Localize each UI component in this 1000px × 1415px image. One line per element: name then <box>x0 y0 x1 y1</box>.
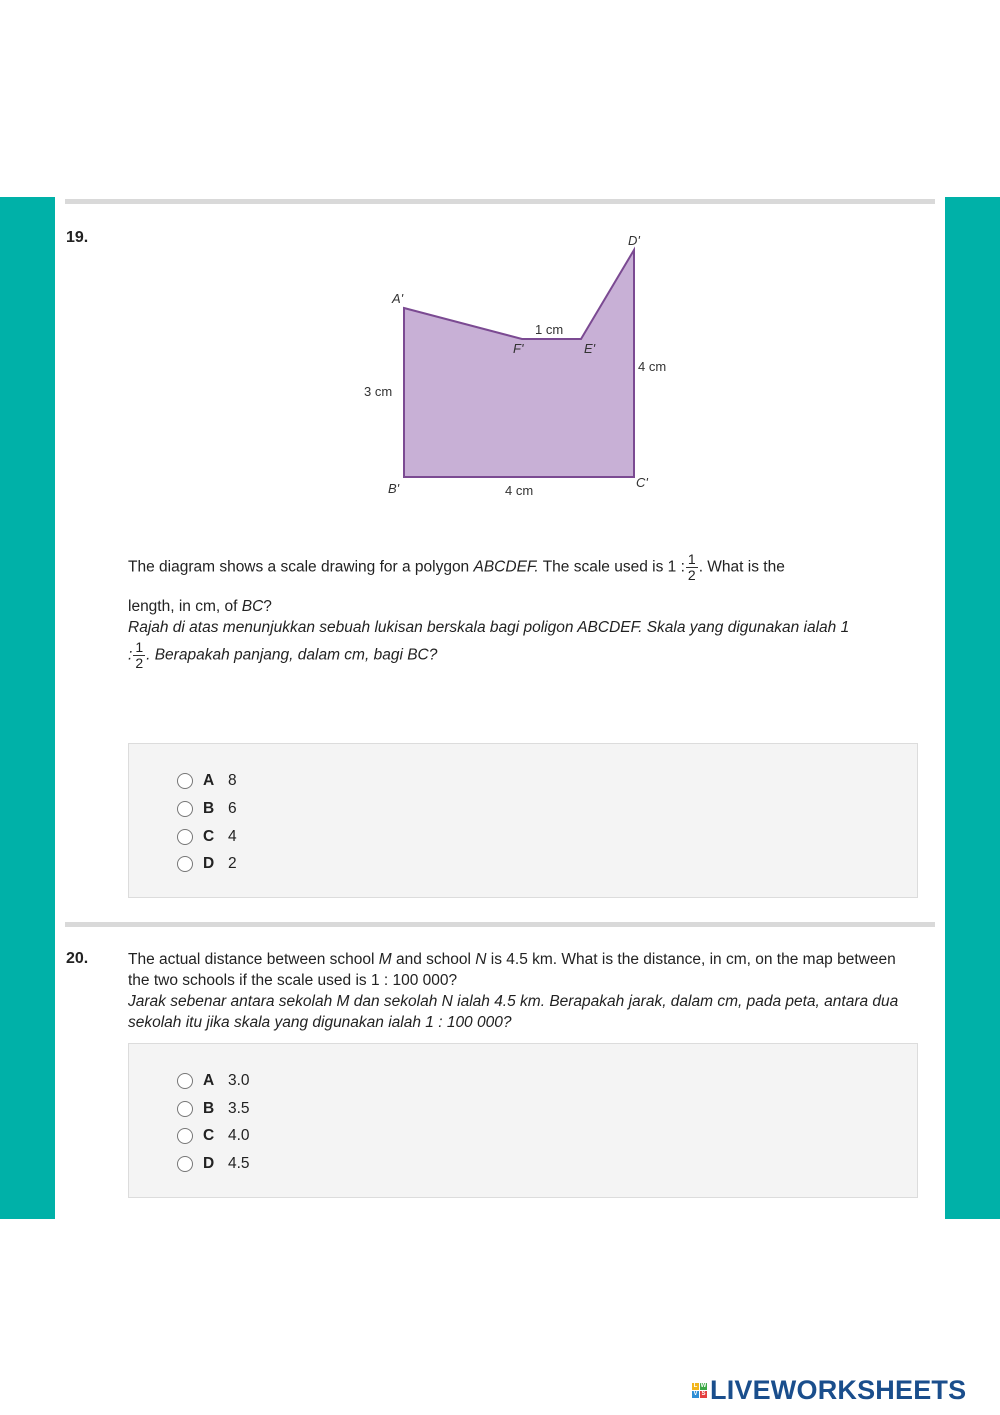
en-text: and school <box>395 951 471 968</box>
label-c: C' <box>636 475 648 490</box>
radio-button[interactable] <box>177 856 193 872</box>
en-segment-name: BC <box>241 598 264 615</box>
radio-button[interactable] <box>177 773 193 789</box>
option-letter: B <box>203 800 215 817</box>
radio-button[interactable] <box>177 1128 193 1144</box>
label-d: D' <box>628 233 640 248</box>
option-value: 4 <box>228 828 237 845</box>
option-letter: C <box>203 828 215 845</box>
question-divider <box>65 199 935 204</box>
en-text: ? <box>263 598 272 615</box>
scale-fraction <box>133 640 145 671</box>
option-value: 3.0 <box>228 1072 250 1089</box>
fraction-denominator: 2 <box>687 567 696 583</box>
answer-options-box <box>128 1043 918 1198</box>
ms-text: Rajah di atas menunjukkan sebuah lukisan berskala bagi poligon ABCDEF. Skala yang digunakan ialah 1 <box>128 619 850 636</box>
radio-button[interactable] <box>177 1156 193 1172</box>
question-text-malay: Jarak sebenar antara sekolah M dan sekolah N ialah 4.5 km. Berapakah jarak, dalam cm, pada peta, antara dua sekolah itu jika skala yang digunakan ialah 1 : 100 000? <box>128 993 899 1031</box>
radio-button[interactable] <box>177 1101 193 1117</box>
option-letter: B <box>203 1100 215 1117</box>
option-letter: D <box>203 855 215 872</box>
answer-options-box <box>128 743 918 898</box>
logo-tile: S <box>701 1391 706 1397</box>
logo-tile: V <box>693 1391 698 1397</box>
liveworksheets-logo[interactable] <box>692 1375 966 1406</box>
radio-button[interactable] <box>177 1073 193 1089</box>
option-value: 3.5 <box>228 1100 250 1117</box>
en-text: The diagram shows a scale drawing for a polygon <box>128 558 470 576</box>
en-school-m: M <box>378 951 392 968</box>
question-number: 19. <box>66 229 89 246</box>
label-ab-length: 3 cm <box>364 384 393 399</box>
polygon-shape <box>404 250 634 477</box>
label-a: A' <box>392 291 404 306</box>
question-text-english <box>128 552 898 583</box>
logo-icon <box>692 1383 707 1398</box>
radio-button[interactable] <box>177 829 193 845</box>
option-c[interactable] <box>177 1125 250 1147</box>
label-b: B' <box>388 481 400 496</box>
label-cd-length: 4 cm <box>638 359 667 374</box>
option-value: 2 <box>228 855 237 872</box>
fraction-numerator: 1 <box>687 551 696 567</box>
en-school-n: N <box>475 951 487 968</box>
question-text-malay-cont <box>128 640 918 671</box>
option-letter: A <box>203 1072 215 1089</box>
option-value: 6 <box>228 800 237 817</box>
label-bc-length: 4 cm <box>505 483 534 498</box>
radio-button[interactable] <box>177 801 193 817</box>
en-text: . What is the <box>698 558 785 576</box>
logo-text: LIVEWORKSHEETS <box>710 1375 967 1405</box>
en-text: is 4.5 km. What is the distance, in cm, on the map between the two schools if the scale used is 1 : 100 000? <box>128 951 896 989</box>
scale-fraction <box>686 552 698 583</box>
label-f: F' <box>513 341 524 356</box>
label-fe-length: 1 cm <box>535 322 564 337</box>
option-letter: C <box>203 1127 215 1144</box>
option-d[interactable] <box>177 1153 250 1175</box>
fraction-denominator: 2 <box>135 655 144 671</box>
question-number: 20. <box>66 950 89 967</box>
ms-colon: : <box>128 646 133 664</box>
en-polygon-name: ABCDEF. <box>473 558 539 576</box>
logo-tile: W <box>700 1383 707 1389</box>
question-text-english <box>128 949 903 991</box>
question-text-english-cont <box>128 596 918 617</box>
option-value: 4.5 <box>228 1155 250 1172</box>
en-text: The scale used is 1 : <box>542 558 685 576</box>
polygon-diagram <box>350 225 690 510</box>
left-accent-bar <box>0 197 55 1219</box>
label-e: E' <box>584 341 596 356</box>
option-letter: A <box>203 772 215 789</box>
question-divider <box>65 922 935 927</box>
option-value: 4.0 <box>228 1127 250 1144</box>
option-b[interactable] <box>177 798 237 820</box>
option-letter: D <box>203 1155 215 1172</box>
fraction-numerator: 1 <box>135 639 144 655</box>
option-c[interactable] <box>177 826 237 848</box>
logo-tile: L <box>693 1383 698 1389</box>
ms-text: . Berapakah panjang, dalam cm, bagi BC? <box>146 646 438 664</box>
option-a[interactable] <box>177 770 237 792</box>
en-text: The actual distance between school <box>128 951 375 968</box>
option-value: 8 <box>228 772 237 789</box>
right-accent-bar <box>945 197 1000 1219</box>
option-d[interactable] <box>177 853 237 875</box>
option-b[interactable] <box>177 1098 250 1120</box>
question-text-malay <box>128 617 928 638</box>
en-text: length, in cm, of <box>128 598 238 615</box>
option-a[interactable] <box>177 1070 250 1092</box>
